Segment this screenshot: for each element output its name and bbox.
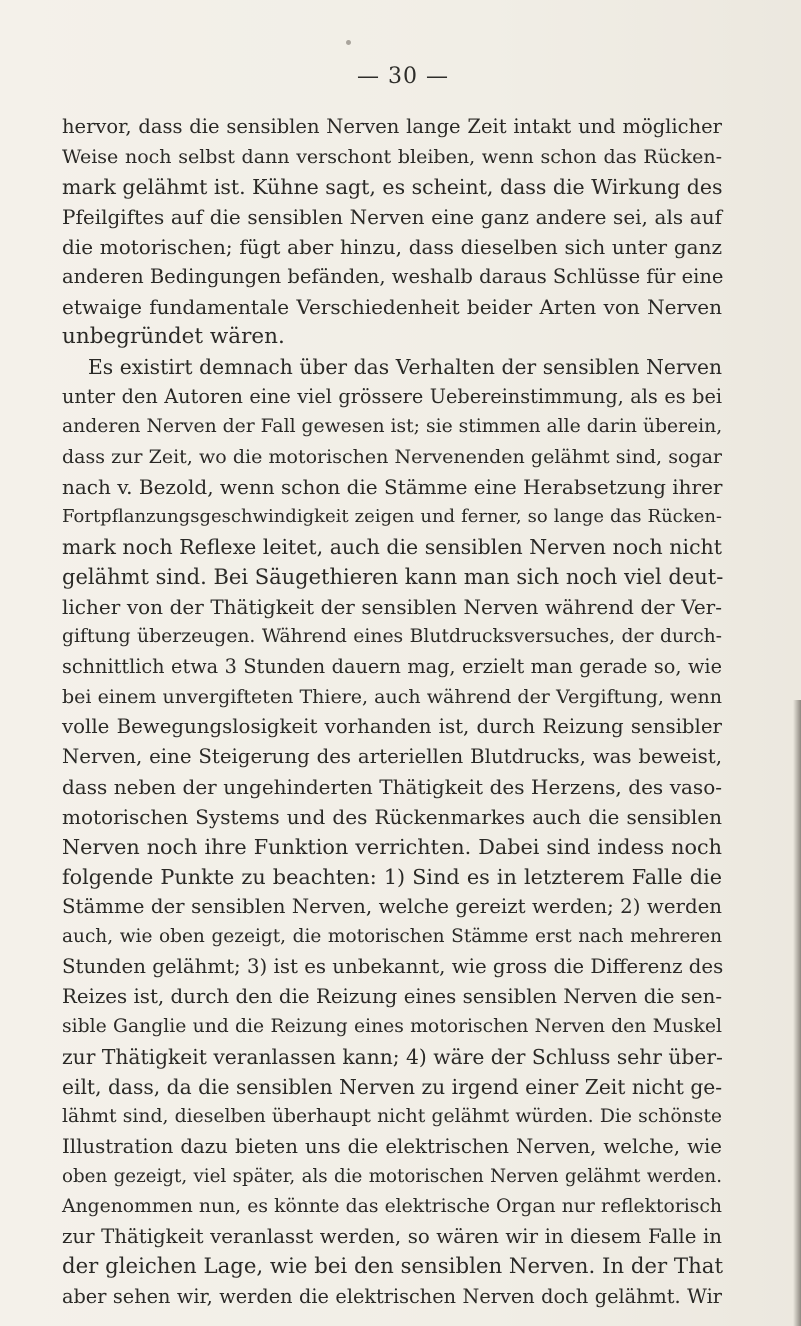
paragraph-start-line: Es existirt demnach über das Verhalten der sensiblen Nerven xyxy=(88,355,722,379)
body-text xyxy=(62,112,722,1312)
text-line: motorischen Systems und des Rückenmarkes auch die sensiblen xyxy=(62,805,722,829)
text-line: der gleichen Lage, wie bei den sensiblen Nerven. In der That xyxy=(62,1254,723,1279)
text-line: Angenommen nun, es könnte das elektrische Organ nur reflektorisch xyxy=(62,1196,722,1217)
page-edge-shadow xyxy=(793,700,801,1326)
text-line: Pfeilgiftes auf die sensiblen Nerven eine ganz andere sei, als auf xyxy=(62,205,722,229)
text-line: zur Thätigkeit veranlassen kann; 4) wäre der Schluss sehr über- xyxy=(62,1045,723,1069)
text-line: lähmt sind, dieselben überhaupt nicht gelähmt würden. Die schönste xyxy=(62,1106,722,1127)
text-line: mark gelähmt ist. Kühne sagt, es scheint, dass die Wirkung des xyxy=(62,175,723,199)
text-line: aber sehen wir, werden die elektrischen Nerven doch gelähmt. Wir xyxy=(62,1285,722,1308)
text-line: sible Ganglie und die Reizung eines motorischen Nerven den Muskel xyxy=(62,1016,722,1037)
paragraph-end-line: unbegründet wären. xyxy=(62,324,285,349)
text-line: Reizes ist, durch den die Reizung eines sensiblen Nerven die sen- xyxy=(62,985,722,1008)
text-line: mark noch Reflexe leitet, auch die sensiblen Nerven noch nicht xyxy=(62,535,722,559)
text-line: zur Thätigkeit veranlasst werden, so wären wir in diesem Falle in xyxy=(62,1225,722,1248)
text-line: volle Bewegungslosigkeit vorhanden ist, durch Reizung sensibler xyxy=(62,715,722,738)
text-line: Illustration dazu bieten uns die elektrischen Nerven, welche, wie xyxy=(62,1135,722,1158)
text-line: Stunden gelähmt; 3) ist es unbekannt, wie gross die Differenz des xyxy=(62,955,724,978)
text-line: oben gezeigt, viel später, als die motorischen Nerven gelähmt werden. xyxy=(62,1166,722,1187)
text-line: eilt, dass, da die sensiblen Nerven zu irgend einer Zeit nicht ge- xyxy=(62,1075,723,1099)
text-line: die motorischen; fügt aber hinzu, dass dieselben sich unter ganz xyxy=(62,235,722,259)
text-line: Stämme der sensiblen Nerven, welche gereizt werden; 2) werden xyxy=(62,895,722,918)
text-line: dass neben der ungehinderten Thätigkeit des Herzens, des vaso- xyxy=(62,775,722,799)
text-line: gelähmt sind. Bei Säugethieren kann man sich noch viel deut- xyxy=(62,565,724,589)
text-line: anderen Bedingungen befänden, weshalb daraus Schlüsse für eine xyxy=(62,265,724,288)
text-line: etwaige fundamentale Verschiedenheit beider Arten von Nerven xyxy=(62,295,722,319)
text-line: Nerven, eine Steigerung des arteriellen Blutdrucks, was beweist, xyxy=(62,745,722,768)
text-line: Fortpflanzungsgeschwindigkeit zeigen und ferner, so lange das Rücken- xyxy=(62,506,722,527)
text-line: folgende Punkte zu beachten: 1) Sind es in letzterem Falle die xyxy=(62,865,722,889)
text-line: giftung überzeugen. Während eines Blutdrucksversuches, der durch- xyxy=(62,626,722,647)
text-line: licher von der Thätigkeit der sensiblen Nerven während der Ver- xyxy=(62,595,722,619)
text-line: bei einem unvergifteten Thiere, auch während der Vergiftung, wenn xyxy=(62,686,722,708)
page-number: — 30 — xyxy=(357,64,449,89)
text-line: hervor, dass die sensiblen Nerven lange Zeit intakt und möglicher xyxy=(62,115,722,138)
text-line: Nerven noch ihre Funktion verrichten. Dabei sind indess noch xyxy=(62,835,722,859)
ink-speck xyxy=(346,40,351,45)
text-line: unter den Autoren eine viel grössere Uebereinstimmung, als es bei xyxy=(62,385,722,408)
text-line: Weise noch selbst dann verschont bleiben, wenn schon das Rücken- xyxy=(62,146,722,168)
text-line: dass zur Zeit, wo die motorischen Nervenenden gelähmt sind, sogar xyxy=(62,446,722,468)
text-line: schnittlich etwa 3 Stunden dauern mag, erzielt man gerade so, wie xyxy=(62,655,722,678)
text-line: auch, wie oben gezeigt, die motorischen Stämme erst nach mehreren xyxy=(62,926,722,947)
text-line: nach v. Bezold, wenn schon die Stämme eine Herabsetzung ihrer xyxy=(62,475,723,499)
text-line: anderen Nerven der Fall gewesen ist; sie stimmen alle darin überein, xyxy=(62,416,723,437)
